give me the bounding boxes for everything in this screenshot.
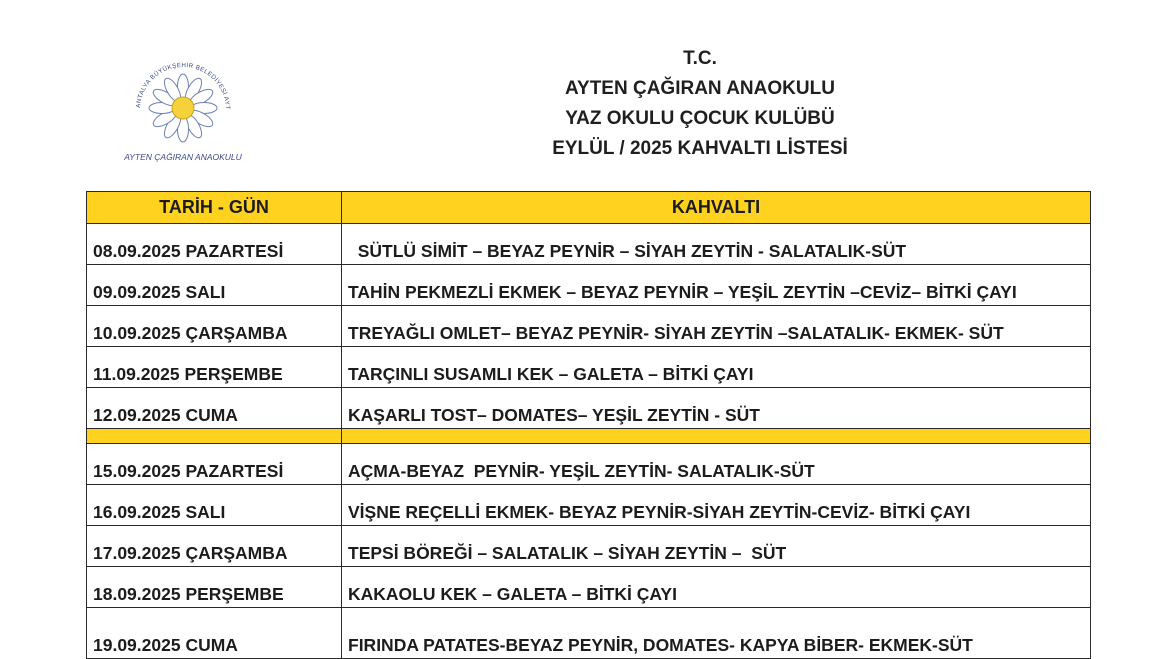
table-row [87, 224, 1091, 265]
table-row [87, 444, 1091, 485]
row-date: 18.09.2025 PERŞEMBE [87, 567, 342, 608]
header-school-name: AYTEN ÇAĞIRAN ANAOKULU [565, 78, 835, 99]
row-date: 12.09.2025 CUMA [87, 388, 342, 429]
table-row [87, 388, 1091, 429]
row-menu: SÜTLÜ SİMİT – BEYAZ PEYNİR – SİYAH ZEYTİN - SALATALIK-SÜT [342, 224, 1091, 265]
row-menu: TEPSİ BÖREĞİ – SALATALIK – SİYAH ZEYTİN – SÜT [342, 526, 1091, 567]
row-date: 08.09.2025 PAZARTESİ [87, 224, 342, 265]
table-header-row [87, 192, 1091, 224]
separator-cell [87, 429, 342, 444]
row-menu: TARÇINLI SUSAMLI KEK – GALETA – BİTKİ ÇAYI [342, 347, 1091, 388]
row-menu: AÇMA-BEYAZ PEYNİR- YEŞİL ZEYTİN- SALATALIK-SÜT [342, 444, 1091, 485]
header-line-tc: T.C. [683, 48, 717, 69]
row-date: 19.09.2025 CUMA [87, 608, 342, 659]
row-date: 15.09.2025 PAZARTESİ [87, 444, 342, 485]
row-date: 11.09.2025 PERŞEMBE [87, 347, 342, 388]
row-date: 17.09.2025 ÇARŞAMBA [87, 526, 342, 567]
svg-text:ANTALYA BÜYÜKŞEHİR BELEDİYESİ: ANTALYA BÜYÜKŞEHİR BELEDİYESİ AYT [135, 61, 232, 110]
table-row [87, 347, 1091, 388]
row-menu: FIRINDA PATATES-BEYAZ PEYNİR, DOMATES- KAPYA BİBER- EKMEK-SÜT [342, 608, 1091, 659]
header-list-title: EYLÜL / 2025 KAHVALTI LİSTESİ [552, 138, 848, 159]
column-header-breakfast: KAHVALTI [342, 192, 1091, 224]
row-date: 09.09.2025 SALI [87, 265, 342, 306]
week-separator-row [87, 429, 1091, 444]
table-row [87, 485, 1091, 526]
daisy-logo-icon [118, 48, 248, 166]
row-date: 16.09.2025 SALI [87, 485, 342, 526]
row-menu: VİŞNE REÇELLİ EKMEK- BEYAZ PEYNİR-SİYAH ZEYTİN-CEVİZ- BİTKİ ÇAYI [342, 485, 1091, 526]
school-logo [118, 48, 248, 166]
row-menu: KAKAOLU KEK – GALETA – BİTKİ ÇAYI [342, 567, 1091, 608]
row-menu: TREYAĞLI OMLET– BEYAZ PEYNİR- SİYAH ZEYTİN –SALATALIK- EKMEK- SÜT [342, 306, 1091, 347]
separator-cell [342, 429, 1091, 444]
svg-text:AYTEN ÇAĞIRAN ANAOKULU: AYTEN ÇAĞIRAN ANAOKULU [124, 152, 242, 162]
table-row [87, 567, 1091, 608]
table-row [87, 526, 1091, 567]
row-date: 10.09.2025 ÇARŞAMBA [87, 306, 342, 347]
column-header-date: TARİH - GÜN [87, 192, 342, 224]
table-row [87, 306, 1091, 347]
table-row [87, 608, 1091, 659]
row-menu: TAHİN PEKMEZLİ EKMEK – BEYAZ PEYNİR – YEŞİL ZEYTİN –CEVİZ– BİTKİ ÇAYI [342, 265, 1091, 306]
table-row [87, 265, 1091, 306]
document-header [380, 44, 1020, 164]
header-club-name: YAZ OKULU ÇOCUK KULÜBÜ [565, 108, 835, 129]
row-menu: KAŞARLI TOST– DOMATES– YEŞİL ZEYTİN - SÜT [342, 388, 1091, 429]
breakfast-table [86, 191, 1091, 659]
